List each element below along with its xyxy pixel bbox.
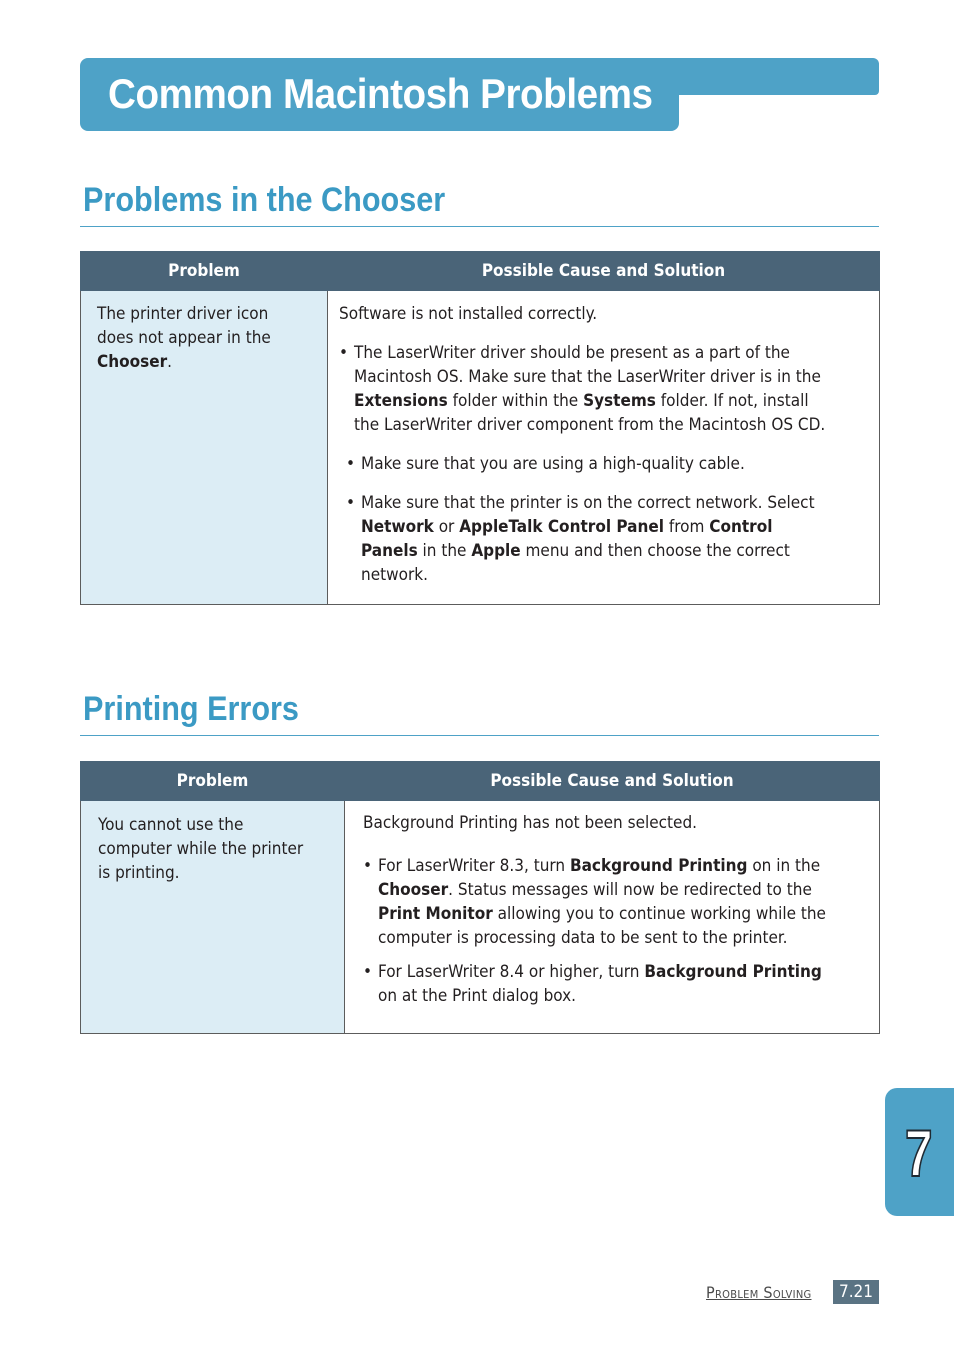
footer-section-label: Problem Solving	[706, 1283, 812, 1302]
column-header-solution: Possible Cause and Solution	[328, 252, 880, 291]
section-heading-chooser: Problems in the Chooser	[83, 181, 446, 219]
solution-text-bold: Network	[361, 517, 434, 537]
chapter-tab	[885, 1088, 954, 1216]
page-title: Common Macintosh Problems	[108, 70, 653, 117]
solution-cell	[345, 801, 880, 1034]
solution-text: on at the Print dialog box.	[378, 986, 577, 1006]
list-item	[339, 452, 869, 476]
problem-text: .	[167, 352, 173, 372]
solution-text: network.	[361, 565, 428, 585]
solution-text: folder. If not, install	[655, 391, 809, 411]
solution-text: folder within the	[447, 391, 584, 411]
solution-text: from	[663, 517, 710, 537]
list-item	[339, 341, 869, 437]
column-header-problem: Problem	[81, 252, 328, 291]
solution-text: in the	[417, 541, 472, 561]
printing-errors-table	[80, 761, 880, 1034]
section-rule-printing-errors	[80, 735, 879, 736]
solution-text: For LaserWriter 8.3, turn	[378, 856, 570, 876]
problem-cell	[81, 291, 328, 605]
cause-text: Background Printing has not been selected.	[363, 813, 698, 833]
solution-text-bold: Print Monitor	[378, 904, 493, 924]
problem-text: does not appear in the	[97, 328, 271, 348]
column-header-solution: Possible Cause and Solution	[345, 762, 880, 801]
section-rule-chooser	[80, 226, 879, 227]
bullet-icon: •	[346, 493, 356, 513]
chapter-number: 7	[905, 1116, 933, 1190]
cause-text: Software is not installed correctly.	[339, 304, 598, 324]
solution-text-bold: Panels	[361, 541, 418, 561]
bullet-icon: •	[339, 343, 349, 363]
footer-page-number: 7.21	[833, 1280, 879, 1304]
problem-text-bold: Chooser	[97, 352, 168, 372]
bullet-icon: •	[363, 856, 373, 876]
column-header-problem: Problem	[81, 762, 345, 801]
list-item	[363, 960, 869, 1008]
solution-text: . Status messages will now be redirected to the	[448, 880, 812, 900]
table-row	[81, 801, 880, 1034]
section-heading-printing-errors: Printing Errors	[83, 690, 299, 728]
bullet-icon: •	[363, 962, 373, 982]
solution-text: the LaserWriter driver component from the Macintosh OS CD.	[354, 415, 826, 435]
solution-text: Make sure that the printer is on the correct network. Select	[361, 493, 815, 513]
solution-text-bold: Chooser	[378, 880, 449, 900]
page-title-banner	[80, 58, 879, 131]
title-banner-extension	[670, 58, 879, 95]
solution-text-bold: Background Printing	[569, 856, 748, 876]
solution-text: or	[433, 517, 460, 537]
chooser-problems-table	[80, 251, 880, 605]
list-item	[339, 491, 869, 587]
solution-text-bold: Systems	[583, 391, 656, 411]
problem-text: The printer driver icon	[97, 304, 269, 324]
problem-text: computer while the printer	[98, 839, 304, 859]
problem-cell	[81, 801, 345, 1034]
solution-text-bold: AppleTalk Control Panel	[459, 517, 664, 537]
solution-text-bold: Control	[709, 517, 773, 537]
problem-text: You cannot use the	[98, 815, 244, 835]
solution-text: allowing you to continue working while the	[492, 904, 826, 924]
list-item	[363, 854, 869, 950]
solution-text: Make sure that you are using a high-quality cable.	[361, 454, 745, 474]
solution-text: For LaserWriter 8.4 or higher, turn	[378, 962, 645, 982]
solution-text: on in the	[747, 856, 821, 876]
bullet-icon: •	[346, 454, 356, 474]
solution-text-bold: Background Printing	[644, 962, 822, 982]
solution-text-bold: Extensions	[354, 391, 448, 411]
solution-text: menu and then choose the correct	[520, 541, 790, 561]
problem-text: is printing.	[98, 863, 180, 883]
table-row	[81, 291, 880, 605]
solution-text-bold: Apple	[471, 541, 521, 561]
solution-text: The LaserWriter driver should be present as a part of the	[354, 343, 790, 363]
solution-text: computer is processing data to be sent to the printer.	[378, 928, 788, 948]
solution-text: Macintosh OS. Make sure that the LaserWriter driver is in the	[354, 367, 821, 387]
solution-cell	[328, 291, 880, 605]
